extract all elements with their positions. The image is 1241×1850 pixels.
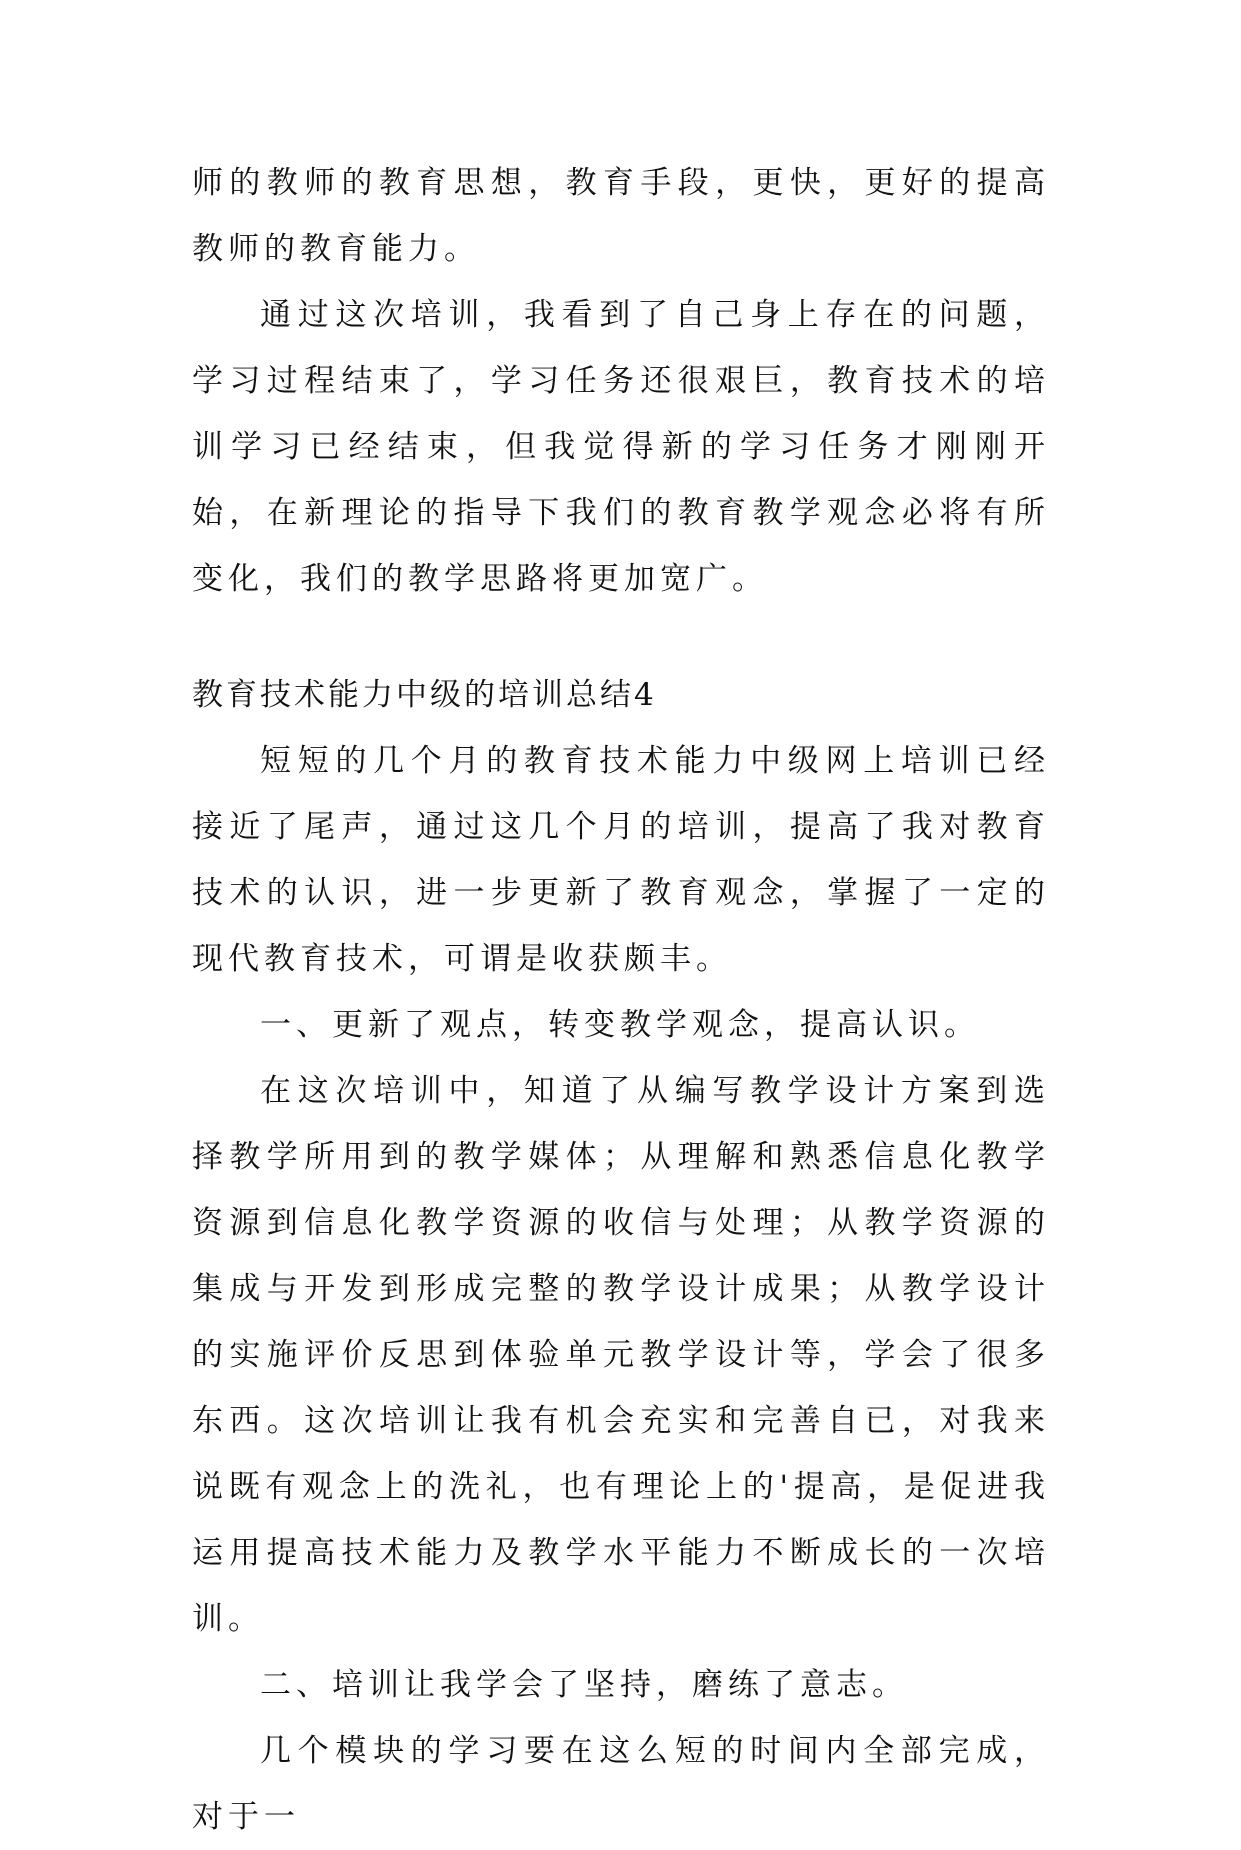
- paragraph-point-two-title: 二、培训让我学会了坚持，磨练了意志。: [260, 1667, 908, 1703]
- paragraph-point-one-body: 在这次培训中，知道了从编写教学设计方案到选择教学所用到的教学媒体；从理解和熟悉信息化教学资源到信息化教学资源的收信与处理；从教学资源的集成与开发到形成完整的教学设计成果；从教学设计的实施评价反思到体验单元教学设计等，学会了很多东西。这次培训让我有机会充实和完善自已，对我来说既有观念上的洗礼，也有理论上的'提高，是促进我运用提高技术能力及教学水平能力不断成长的一次培训。: [192, 1073, 1050, 1637]
- section-heading: 教育技术能力中级的培训总结4: [192, 677, 657, 713]
- document-page: [192, 150, 1050, 1850]
- paragraph-point-two-body: 几个模块的学习要在这么短的时间内全部完成，对于一: [192, 1733, 1050, 1835]
- paragraph-point-one-title: 一、更新了观点，转变教学观念，提高认识。: [260, 1007, 980, 1043]
- paragraph-reflection: 通过这次培训，我看到了自己身上存在的问题，学习过程结束了，学习任务还很艰巨，教育技术的培训学习已经结束，但我觉得新的学习任务才刚刚开始，在新理论的指导下我们的教育教学观念必将有所变化，我们的教学思路将更加宽广。: [192, 297, 1050, 597]
- paragraph-intro: 短短的几个月的教育技术能力中级网上培训已经接近了尾声，通过这几个月的培训，提高了我对教育技术的认识，进一步更新了教育观念，掌握了一定的现代教育技术，可谓是收获颇丰。: [192, 743, 1050, 977]
- paragraph-continued: 师的教师的教育思想，教育手段，更快，更好的提高教师的教育能力。: [192, 165, 1050, 267]
